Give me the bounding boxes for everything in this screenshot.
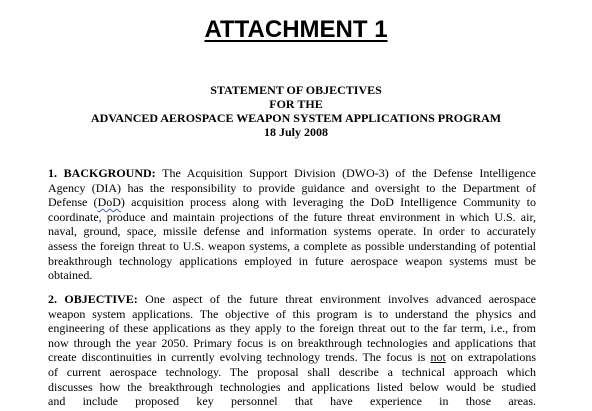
objective-lead: 2. OBJECTIVE:	[48, 292, 138, 306]
underlined-not: not	[430, 350, 446, 365]
objective-text: One aspect of the future threat environment involves advanced aerospace	[137, 292, 536, 306]
background-line: naval, ground, space, missile defense and information systems operate. In order to accurately	[48, 224, 536, 239]
objective-text: on extrapolations	[445, 350, 536, 365]
background-line: obtained.	[48, 268, 93, 283]
objective-line: of current aerospace technology. The proposal shall describe a technical approach which	[48, 364, 536, 379]
objective-text: create discontinuities in currently evolving technology trends. The focus is	[48, 350, 431, 365]
objective-line	[48, 350, 536, 365]
statement-heading	[0, 83, 592, 139]
background-lead: 1. BACKGROUND:	[48, 166, 156, 180]
objective-line: engineering of these applications as they apply to the foreign threat out to the far term, i.e., from	[48, 321, 536, 336]
heading-line-program-name: ADVANCED AEROSPACE WEAPON SYSTEM APPLICATIONS PROGRAM	[90, 111, 502, 125]
background-line: coordinate, produce and maintain projections of the future threat environment in which U.S. air,	[48, 209, 536, 224]
background-paragraph	[48, 166, 536, 283]
attachment-title: ATTACHMENT 1	[204, 16, 388, 43]
objective-paragraph	[48, 292, 536, 409]
heading-date: 18 July 2008	[263, 125, 328, 139]
objective-line: discusses how the breakthrough technologies and applications listed below would be studied	[48, 379, 536, 394]
objective-line: weapon system applications. The objective of this program is to understand the physics and	[48, 306, 536, 321]
background-text: Defense (	[48, 195, 98, 210]
background-line: breakthrough technology applications employed in future aerospace weapon systems must be	[48, 253, 536, 268]
objective-line: and include proposed key personnel that have experience in those areas.	[48, 394, 536, 409]
background-line	[48, 195, 536, 210]
heading-line-statement: STATEMENT OF OBJECTIVES	[210, 83, 382, 97]
background-text: The Acquisition Support Division (DWO-3) of the Defense Intelligence	[155, 166, 537, 180]
background-line: assess the foreign threat to U.S. weapon systems, a complete as possible understanding of potential	[48, 238, 536, 253]
background-text: ) acquisition process along with leveraging the DoD Intelligence Community to	[120, 195, 536, 210]
background-line	[48, 166, 536, 181]
background-line: Agency (DIA) has the responsibility to provide guidance and oversight to the Department of	[48, 180, 536, 195]
heading-line-for-the: FOR THE	[269, 97, 323, 111]
spellcheck-marked-word: DoD	[97, 195, 121, 210]
objective-line: now through the year 2050. Primary focus is on breakthrough technologies and applications that	[48, 335, 536, 350]
objective-line	[48, 292, 536, 307]
